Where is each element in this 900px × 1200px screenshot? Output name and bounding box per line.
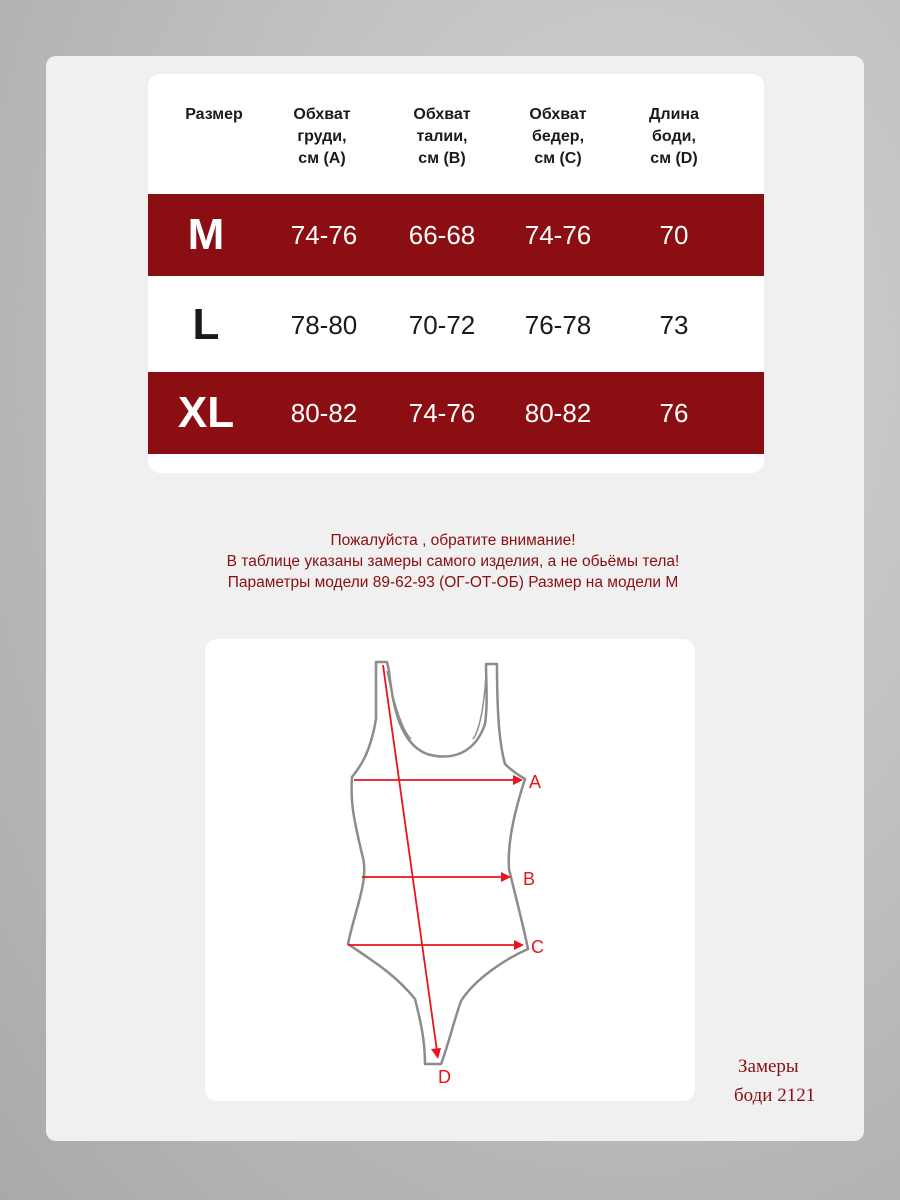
- header-chest: Обхват груди, см (A): [293, 106, 351, 167]
- size-cell: XL: [177, 388, 235, 437]
- label-a: A: [529, 772, 542, 792]
- product-caption: [734, 1052, 816, 1110]
- measurement-diagram: [205, 639, 695, 1101]
- length-cell: 73: [659, 309, 689, 340]
- arrow-c-head: [514, 940, 524, 950]
- bodysuit-outline: [348, 662, 528, 1064]
- arrow-d-head: [431, 1048, 441, 1059]
- chest-cell: 74-76: [290, 219, 358, 250]
- label-d: D: [438, 1067, 451, 1087]
- header-waist: Обхват талии, см (B): [413, 106, 471, 167]
- waist-cell: 70-72: [408, 309, 476, 340]
- chest-cell: 78-80: [290, 309, 358, 340]
- waist-cell: 66-68: [408, 219, 476, 250]
- label-b: B: [523, 869, 536, 889]
- length-cell: 70: [659, 219, 689, 250]
- table-header: [148, 74, 764, 194]
- table-row: [148, 194, 764, 276]
- hips-cell: 80-82: [524, 397, 592, 428]
- header-size: Размер: [185, 106, 243, 123]
- size-cell: M: [187, 210, 225, 259]
- size-table: [148, 74, 764, 473]
- attention-note: [0, 530, 900, 593]
- table-row: [148, 372, 764, 454]
- note-line: Параметры модели 89-62-93 (ОГ-ОТ-ОБ) Размер на модели М: [227, 574, 679, 591]
- table-row: [148, 284, 764, 366]
- chest-cell: 80-82: [290, 397, 358, 428]
- size-cell: L: [192, 300, 220, 349]
- note-line: Пожалуйста , обратите внимание!: [330, 532, 576, 549]
- label-c: C: [531, 937, 544, 957]
- caption-line: Замеры: [738, 1056, 799, 1077]
- hips-cell: 76-78: [524, 309, 592, 340]
- note-line: В таблице указаны замеры самого изделия, а не обьёмы тела!: [226, 553, 680, 570]
- header-hips: Обхват бедер, см (C): [529, 106, 587, 167]
- waist-cell: 74-76: [408, 397, 476, 428]
- caption-line: боди 2121: [734, 1085, 816, 1106]
- diagram-labels: [438, 772, 544, 1087]
- header-length: Длина боди, см (D): [649, 106, 699, 167]
- bodysuit-illustration: [205, 639, 695, 1101]
- hips-cell: 74-76: [524, 219, 592, 250]
- length-cell: 76: [659, 397, 689, 428]
